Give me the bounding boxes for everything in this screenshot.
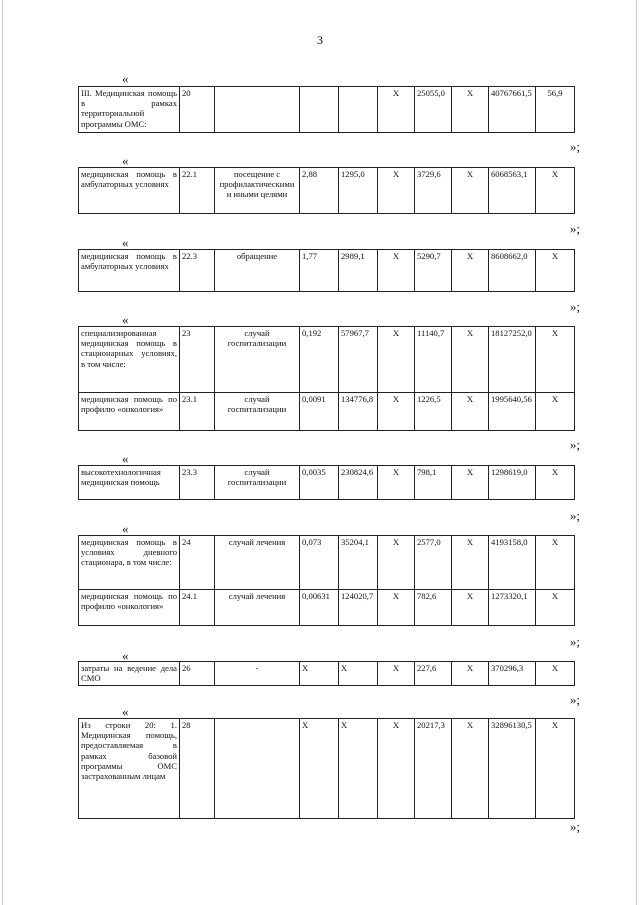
cell-volume: 0,192 bbox=[300, 327, 339, 393]
cell-cost-per-unit: X bbox=[339, 719, 378, 819]
cell-oms-total: 32896130,5 bbox=[489, 719, 536, 819]
cell-volume: 0,0035 bbox=[300, 466, 339, 500]
cell-oms-per-capita: 5290,7 bbox=[415, 250, 452, 292]
cell-volume: 2,88 bbox=[300, 168, 339, 214]
open-quote: « bbox=[122, 704, 129, 719]
cell-cost-per-unit: 134776,8 bbox=[339, 393, 378, 431]
table-row bbox=[79, 719, 575, 819]
cell-cost-per-unit: 2989,1 bbox=[339, 250, 378, 292]
cell-budget-per-capita: X bbox=[378, 327, 415, 393]
cell-budget-total: X bbox=[452, 662, 489, 686]
cell-percent: X bbox=[536, 590, 575, 626]
cell-name: III. Медицинская помощь в рамках территориальной программы ОМС: bbox=[79, 87, 180, 133]
table-row bbox=[79, 168, 575, 214]
cell-oms-total: 40767661,5 bbox=[489, 87, 536, 133]
cell-cost-per-unit: 1295,0 bbox=[339, 168, 378, 214]
page-number: 3 bbox=[317, 33, 323, 47]
cell-percent: X bbox=[536, 168, 575, 214]
table-row bbox=[79, 536, 575, 590]
table-row bbox=[79, 590, 575, 626]
cell-oms-per-capita: 1226,5 bbox=[415, 393, 452, 431]
cell-oms-total: 18127252,0 bbox=[489, 327, 536, 393]
table-row bbox=[79, 466, 575, 500]
cell-volume: 0,00631 bbox=[300, 590, 339, 626]
cell-oms-total: 6068563,1 bbox=[489, 168, 536, 214]
close-mark: »; bbox=[569, 692, 580, 707]
cell-row-number: 23.3 bbox=[180, 466, 215, 500]
cell-cost-per-unit: 57967,7 bbox=[339, 327, 378, 393]
cell-percent: X bbox=[536, 393, 575, 431]
cell-budget-per-capita: X bbox=[378, 393, 415, 431]
cell-cost-per-unit: 35204,1 bbox=[339, 536, 378, 590]
open-quote: « bbox=[122, 648, 129, 663]
cell-cost-per-unit bbox=[339, 87, 378, 133]
cell-unit bbox=[215, 87, 300, 133]
cell-budget-per-capita: X bbox=[378, 590, 415, 626]
cell-oms-total: 370296,3 bbox=[489, 662, 536, 686]
cell-budget-per-capita: X bbox=[378, 466, 415, 500]
table-fragment-row-23-3 bbox=[78, 465, 575, 500]
cell-percent: X bbox=[536, 719, 575, 819]
close-mark: »; bbox=[569, 819, 580, 834]
cell-unit: случай лечения bbox=[215, 536, 300, 590]
cell-name: медицинская помощь в амбулаторных условиях bbox=[79, 168, 180, 214]
cell-oms-per-capita: 2577,0 bbox=[415, 536, 452, 590]
cell-row-number: 26 bbox=[180, 662, 215, 686]
open-quote: « bbox=[122, 153, 129, 168]
cell-unit: случай лечения bbox=[215, 590, 300, 626]
cell-budget-total: X bbox=[452, 250, 489, 292]
table-row bbox=[79, 662, 575, 686]
table-row bbox=[79, 87, 575, 133]
cell-budget-total: X bbox=[452, 590, 489, 626]
cell-budget-total: X bbox=[452, 536, 489, 590]
cell-budget-per-capita: X bbox=[378, 87, 415, 133]
cell-percent: 56,9 bbox=[536, 87, 575, 133]
cell-volume: X bbox=[300, 662, 339, 686]
open-quote: « bbox=[122, 521, 129, 536]
cell-oms-per-capita: 3729,6 bbox=[415, 168, 452, 214]
table-row bbox=[79, 393, 575, 431]
cell-row-number: 24 bbox=[180, 536, 215, 590]
close-mark: »; bbox=[569, 508, 580, 523]
cell-budget-per-capita: X bbox=[378, 250, 415, 292]
table-fragment-row-22-3 bbox=[78, 249, 575, 292]
cell-oms-total: 1298619,0 bbox=[489, 466, 536, 500]
cell-budget-per-capita: X bbox=[378, 168, 415, 214]
cell-oms-total: 8608662,0 bbox=[489, 250, 536, 292]
cell-row-number: 23.1 bbox=[180, 393, 215, 431]
cell-row-number: 22.1 bbox=[180, 168, 215, 214]
cell-percent: X bbox=[536, 250, 575, 292]
cell-budget-total: X bbox=[452, 327, 489, 393]
table-fragment-row-23 bbox=[78, 326, 575, 431]
close-mark: »; bbox=[569, 634, 580, 649]
open-quote: « bbox=[122, 71, 129, 86]
cell-name: высокотехнологичная медицинская помощь bbox=[79, 466, 180, 500]
cell-volume: 1,77 bbox=[300, 250, 339, 292]
table-fragment-row-28 bbox=[78, 718, 575, 819]
cell-budget-per-capita: X bbox=[378, 719, 415, 819]
cell-row-number: 24.1 bbox=[180, 590, 215, 626]
cell-oms-total: 1273320,1 bbox=[489, 590, 536, 626]
close-mark: »; bbox=[569, 139, 580, 154]
cell-budget-per-capita: X bbox=[378, 662, 415, 686]
open-quote: « bbox=[122, 451, 129, 466]
cell-oms-total: 1995640,56 bbox=[489, 393, 536, 431]
cell-unit: посещение с профилактическими и иными целями bbox=[215, 168, 300, 214]
scan-edge-right bbox=[636, 0, 637, 905]
cell-unit: случай госпитализации bbox=[215, 393, 300, 431]
cell-budget-total: X bbox=[452, 466, 489, 500]
table-fragment-row-24 bbox=[78, 535, 575, 626]
cell-percent: X bbox=[536, 466, 575, 500]
cell-budget-total: X bbox=[452, 168, 489, 214]
cell-oms-per-capita: 227,6 bbox=[415, 662, 452, 686]
cell-cost-per-unit: 230824,6 bbox=[339, 466, 378, 500]
cell-unit bbox=[215, 719, 300, 819]
close-mark: »; bbox=[569, 221, 580, 236]
cell-oms-per-capita: 11140,7 bbox=[415, 327, 452, 393]
cell-row-number: 20 bbox=[180, 87, 215, 133]
cell-percent: X bbox=[536, 536, 575, 590]
cell-row-number: 28 bbox=[180, 719, 215, 819]
open-quote: « bbox=[122, 235, 129, 250]
table-fragment-row-26 bbox=[78, 661, 575, 686]
table-fragment-row-20 bbox=[78, 86, 575, 133]
cell-name: медицинская помощь по профилю «онкология» bbox=[79, 393, 180, 431]
cell-budget-total: X bbox=[452, 393, 489, 431]
cell-unit: случай госпитализации bbox=[215, 327, 300, 393]
scan-edge-left bbox=[2, 0, 3, 905]
table-row bbox=[79, 327, 575, 393]
cell-unit: случай госпитализации bbox=[215, 466, 300, 500]
cell-volume: X bbox=[300, 719, 339, 819]
cell-volume bbox=[300, 87, 339, 133]
table-fragment-row-22-1 bbox=[78, 167, 575, 214]
cell-budget-per-capita: X bbox=[378, 536, 415, 590]
cell-volume: 0,0091 bbox=[300, 393, 339, 431]
close-mark: »; bbox=[569, 437, 580, 452]
cell-percent: X bbox=[536, 327, 575, 393]
cell-volume: 0,073 bbox=[300, 536, 339, 590]
cell-name: медицинская помощь в амбулаторных условиях bbox=[79, 250, 180, 292]
cell-name: медицинская помощь в условиях дневного стационара, в том числе: bbox=[79, 536, 180, 590]
cell-name: специализированная медицинская помощь в стационарных условиях, в том числе: bbox=[79, 327, 180, 393]
cell-name: медицинская помощь по профилю «онкология» bbox=[79, 590, 180, 626]
cell-oms-per-capita: 20217,3 bbox=[415, 719, 452, 819]
cell-name: Из строки 20: 1. Медицинская помощь, предоставляемая в рамках базовой программы ОМС застрахованным лицам bbox=[79, 719, 180, 819]
cell-unit: обращение bbox=[215, 250, 300, 292]
cell-unit: - bbox=[215, 662, 300, 686]
cell-cost-per-unit: X bbox=[339, 662, 378, 686]
cell-name: затраты на ведение дела СМО bbox=[79, 662, 180, 686]
open-quote: « bbox=[122, 312, 129, 327]
close-mark: »; bbox=[569, 299, 580, 314]
cell-budget-total: X bbox=[452, 719, 489, 819]
cell-oms-per-capita: 25055,0 bbox=[415, 87, 452, 133]
cell-oms-total: 4193158,0 bbox=[489, 536, 536, 590]
table-row bbox=[79, 250, 575, 292]
cell-oms-per-capita: 782,6 bbox=[415, 590, 452, 626]
cell-percent: X bbox=[536, 662, 575, 686]
cell-cost-per-unit: 124020,7 bbox=[339, 590, 378, 626]
cell-row-number: 23 bbox=[180, 327, 215, 393]
cell-oms-per-capita: 798,1 bbox=[415, 466, 452, 500]
cell-row-number: 22.3 bbox=[180, 250, 215, 292]
cell-budget-total: X bbox=[452, 87, 489, 133]
